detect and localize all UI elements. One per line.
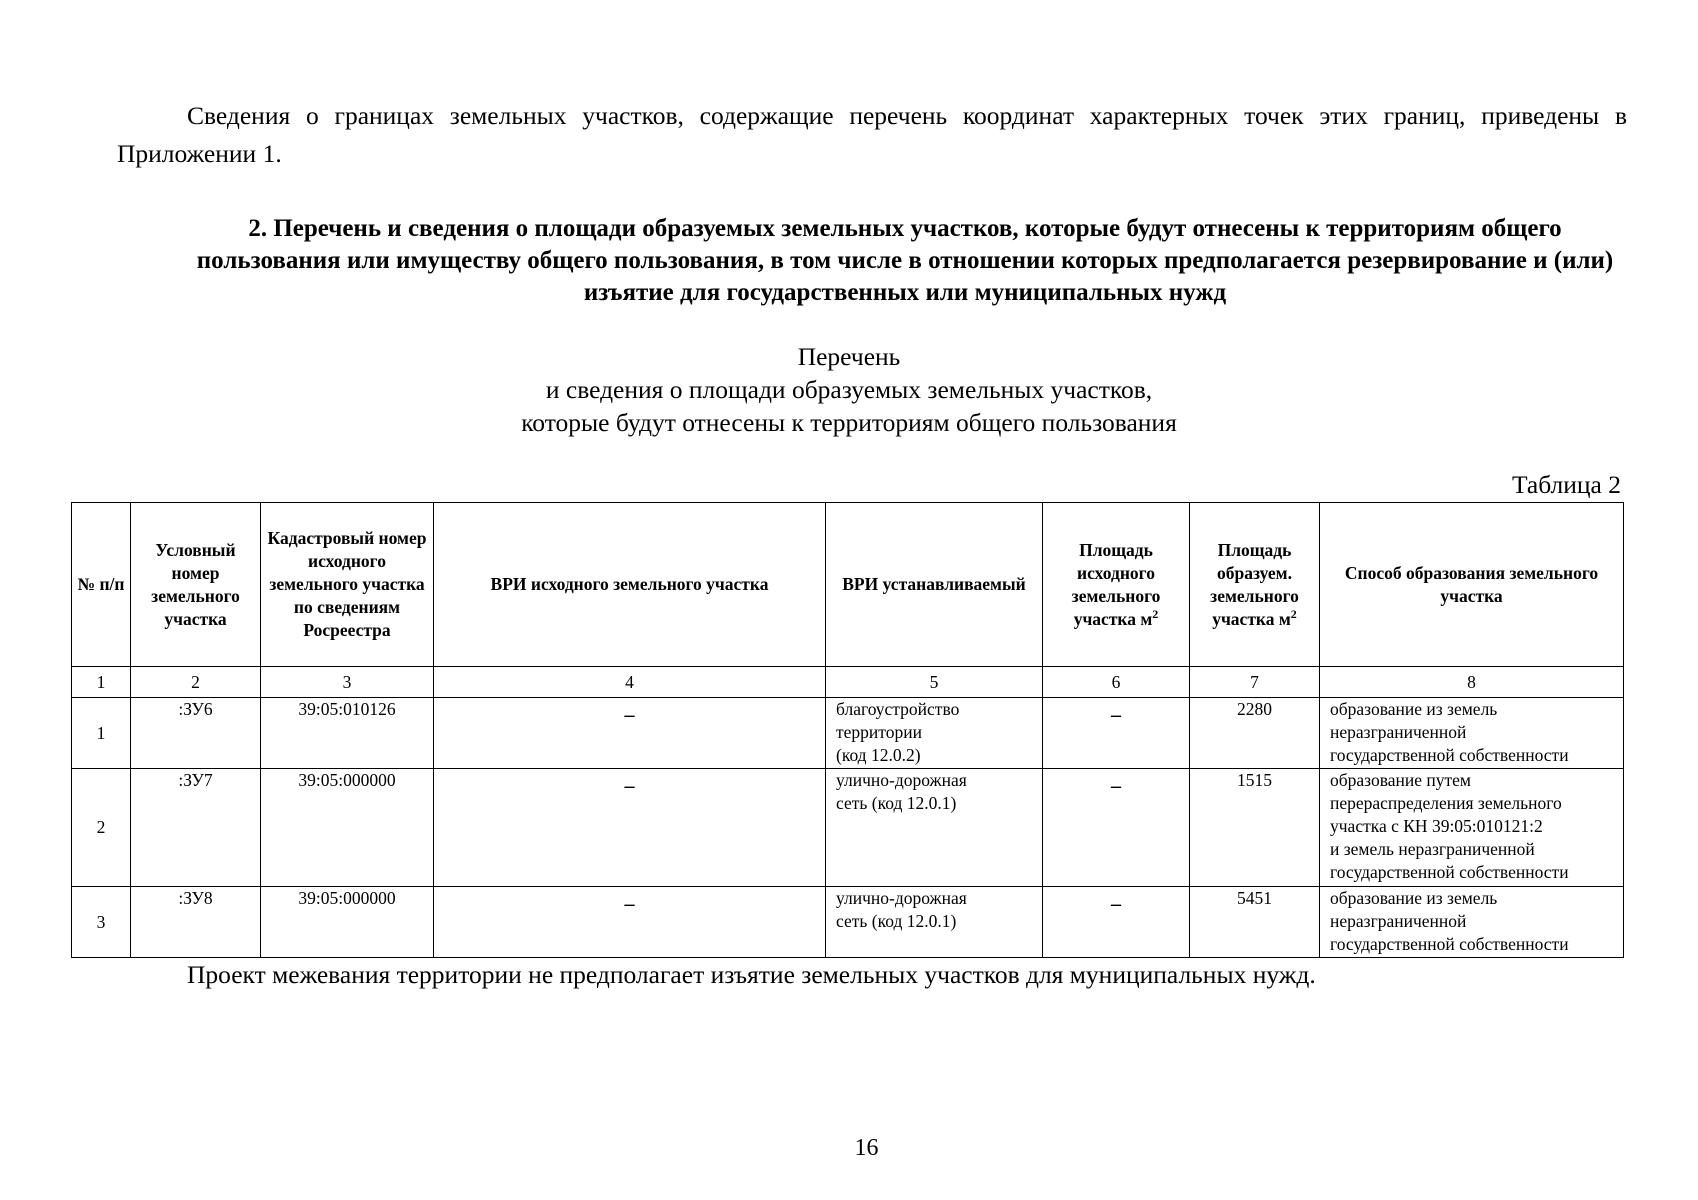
formation-method xyxy=(1320,887,1624,958)
vri-line: улично-дорожная xyxy=(836,770,967,790)
vri-line: (код 12.0.2) xyxy=(836,745,921,765)
list-title-line-2: и сведения о площади образуемых земельных участков, xyxy=(545,375,1153,404)
column-number: 7 xyxy=(1190,667,1320,698)
source-vri: – xyxy=(434,887,826,958)
column-number: 5 xyxy=(826,667,1043,698)
method-line: и земель неразграниченной xyxy=(1330,839,1535,859)
vri-line: сеть (код 12.0.1) xyxy=(836,911,957,931)
cadastral-number: 39:05:000000 xyxy=(261,887,434,958)
source-vri: – xyxy=(434,698,826,769)
section-heading: 2. Перечень и сведения о площади образуемых земельных участков, которые будут отнесены к территориям общего пользования или имуществу общего пользования, в том числе в отношении которых предполагается резервирование и (или) изъятие для государственных или муниципальных нужд xyxy=(196,215,1614,306)
method-line: государственной собственности xyxy=(1330,745,1569,765)
source-area: – xyxy=(1043,887,1190,958)
new-area: 2280 xyxy=(1190,698,1320,769)
table-row xyxy=(72,698,1624,769)
formation-method xyxy=(1320,698,1624,769)
column-number: 1 xyxy=(72,667,131,698)
cadastral-number: 39:05:010126 xyxy=(261,698,434,769)
method-line: образование из земель xyxy=(1330,888,1498,908)
method-line: образование из земель xyxy=(1330,699,1498,719)
header-cell: № п/п xyxy=(72,503,131,667)
vri-line: улично-дорожная xyxy=(836,888,967,908)
new-area: 1515 xyxy=(1190,769,1320,887)
table-row xyxy=(72,769,1624,887)
row-number: 2 xyxy=(72,769,131,887)
column-number-row xyxy=(72,667,1624,698)
method-line: участка с КН 39:05:010121:2 xyxy=(1330,816,1543,836)
column-number: 2 xyxy=(131,667,261,698)
table-row xyxy=(72,887,1624,958)
list-title-line-3: которые будут отнесены к территориям общего пользования xyxy=(521,408,1177,437)
header-text: Площадь образуем. земельного участка м xyxy=(1210,539,1299,629)
area-unit-superscript: 2 xyxy=(1290,606,1297,621)
footer-paragraph: Проект межевания территории не предполагает изъятие земельных участков для муниципальных нужд. xyxy=(187,960,1316,989)
cadastral-number: 39:05:000000 xyxy=(261,769,434,887)
vri-line: территории xyxy=(836,722,922,742)
established-vri xyxy=(826,887,1043,958)
vri-line: благоустройство xyxy=(836,699,960,719)
vri-line: сеть (код 12.0.1) xyxy=(836,793,957,813)
formation-method xyxy=(1320,769,1624,887)
source-vri: – xyxy=(434,769,826,887)
method-line: образование путем xyxy=(1330,770,1472,790)
header-cell: Условный номер земельного участка xyxy=(131,503,261,667)
method-line: неразграниченной xyxy=(1330,722,1467,742)
row-number: 3 xyxy=(72,887,131,958)
page-number: 16 xyxy=(854,1135,879,1161)
established-vri xyxy=(826,698,1043,769)
header-cell xyxy=(1190,503,1320,667)
header-cell: ВРИ исходного земельного участка xyxy=(434,503,826,667)
header-row xyxy=(72,503,1624,667)
method-line: государственной собственности xyxy=(1330,934,1569,954)
conditional-number: :ЗУ8 xyxy=(131,887,261,958)
table-caption: Таблица 2 xyxy=(1511,470,1621,499)
column-number: 6 xyxy=(1043,667,1190,698)
new-area: 5451 xyxy=(1190,887,1320,958)
header-cell: Кадастровый номер исходного земельного участка по сведениям Росреестра xyxy=(261,503,434,667)
conditional-number: :ЗУ6 xyxy=(131,698,261,769)
list-title xyxy=(0,340,1698,439)
established-vri xyxy=(826,769,1043,887)
column-number: 3 xyxy=(261,667,434,698)
list-title-line-1: Перечень xyxy=(797,342,901,371)
header-text: Площадь исходного земельного участка м xyxy=(1071,539,1161,629)
header-cell: ВРИ устанавливаемый xyxy=(826,503,1043,667)
method-line: неразграниченной xyxy=(1330,911,1467,931)
conditional-number: :ЗУ7 xyxy=(131,769,261,887)
land-plots-table xyxy=(71,502,1624,958)
source-area: – xyxy=(1043,698,1190,769)
column-number: 4 xyxy=(434,667,826,698)
column-number: 8 xyxy=(1320,667,1624,698)
header-cell: Способ образования земельного участка xyxy=(1320,503,1624,667)
method-line: перераспределения земельного xyxy=(1330,793,1562,813)
area-unit-superscript: 2 xyxy=(1152,606,1159,621)
source-area: – xyxy=(1043,769,1190,887)
header-cell xyxy=(1043,503,1190,667)
intro-paragraph: Сведения о границах земельных участков, содержащие перечень координат характерных точек этих границ, приведены в Приложении 1. xyxy=(117,101,1627,168)
row-number: 1 xyxy=(72,698,131,769)
method-line: государственной собственности xyxy=(1330,862,1569,882)
